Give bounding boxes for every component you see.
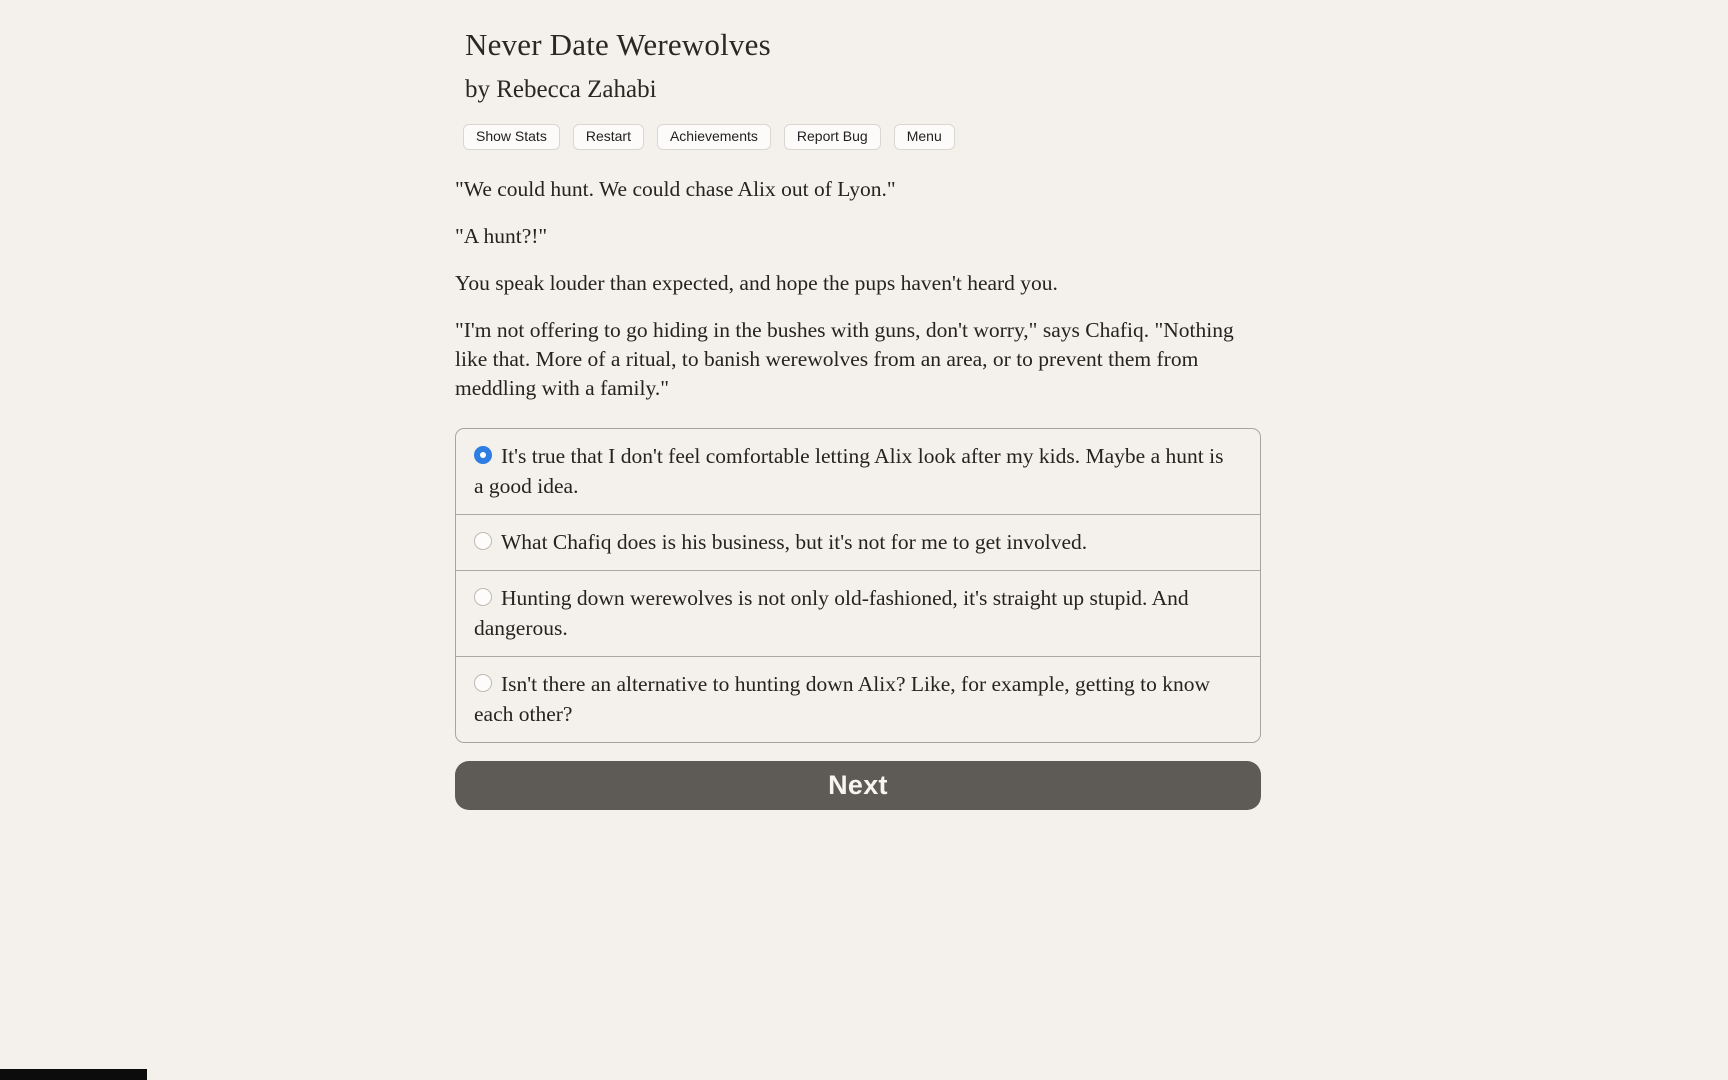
game-author: by Rebecca Zahabi (465, 76, 657, 103)
game-title: Never Date Werewolves (465, 27, 771, 62)
content-column (455, 0, 1261, 810)
story-paragraph: "A hunt?!" (455, 224, 548, 248)
toolbar-button-report-bug[interactable]: Report Bug (784, 124, 881, 150)
story-text (455, 175, 1261, 403)
radio-button-icon[interactable] (474, 674, 492, 692)
toolbar-button-achievements[interactable]: Achievements (657, 124, 771, 150)
radio-button-icon[interactable] (474, 446, 492, 464)
story-paragraph: "I'm not offering to go hiding in the bushes with guns, don't worry," says Chafiq. "Nothing like that. More of a ritual, to banish werewolves from an area, or to prevent them from meddling with a family." (455, 318, 1234, 400)
choice-option[interactable] (456, 570, 1260, 656)
choice-option[interactable] (456, 514, 1260, 570)
radio-button-icon[interactable] (474, 532, 492, 550)
story-paragraph: "We could hunt. We could chase Alix out of Lyon." (455, 177, 896, 201)
story-paragraph: You speak louder than expected, and hope the pups haven't heard you. (455, 271, 1058, 295)
toolbar-button-restart[interactable]: Restart (573, 124, 644, 150)
next-button[interactable]: Next (455, 761, 1261, 810)
choice-option-label: Hunting down werewolves is not only old-fashioned, it's straight up stupid. And dangerous. (474, 586, 1189, 640)
choice-option-label: Isn't there an alternative to hunting down Alix? Like, for example, getting to know each other? (474, 672, 1211, 726)
radio-button-icon[interactable] (474, 588, 492, 606)
choice-option-label: It's true that I don't feel comfortable letting Alix look after my kids. Maybe a hunt is a good idea. (474, 444, 1224, 498)
toolbar-button-show-stats[interactable]: Show Stats (463, 124, 560, 150)
choice-option-label: What Chafiq does is his business, but it's not for me to get involved. (501, 530, 1088, 554)
choice-option[interactable] (456, 429, 1260, 514)
toolbar-button-menu[interactable]: Menu (894, 124, 955, 150)
choice-option[interactable] (456, 656, 1260, 742)
bottom-edge-bar (0, 1069, 147, 1080)
toolbar (463, 124, 1261, 150)
choice-list (455, 428, 1261, 743)
